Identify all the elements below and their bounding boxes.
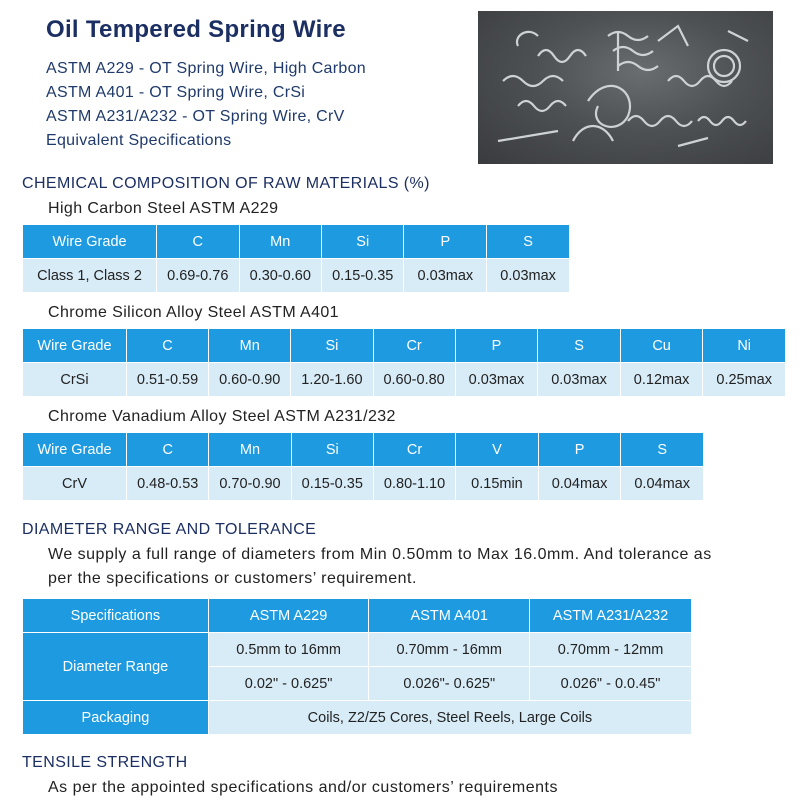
table-cell: 0.03max bbox=[455, 363, 538, 397]
header-cell: Ni bbox=[703, 329, 786, 363]
high-carbon-table bbox=[22, 224, 570, 293]
table-cell: CrSi bbox=[23, 363, 127, 397]
table-cell: Class 1, Class 2 bbox=[23, 259, 157, 293]
header-cell: P bbox=[538, 433, 621, 467]
table-cell: 0.026" - 0.0.45" bbox=[530, 667, 692, 701]
table-cell: 0.30-0.60 bbox=[239, 259, 321, 293]
table-cell: 0.15min bbox=[456, 467, 539, 501]
table-cell: 0.80-1.10 bbox=[373, 467, 455, 501]
table2-title: Chrome Silicon Alloy Steel ASTM A401 bbox=[48, 304, 339, 321]
header-cell: V bbox=[456, 433, 539, 467]
spec-line-a231: ASTM A231/A232 - OT Spring Wire, CrV bbox=[46, 108, 345, 125]
diameter-table bbox=[22, 598, 692, 735]
tensile-heading: TENSILE STRENGTH bbox=[22, 754, 188, 771]
header-cell: Cu bbox=[620, 329, 703, 363]
table-cell: 0.70mm - 12mm bbox=[530, 633, 692, 667]
header-cell: C bbox=[127, 433, 209, 467]
table-cell: 0.12max bbox=[620, 363, 703, 397]
table-cell: 1.20-1.60 bbox=[291, 363, 373, 397]
header-cell: S bbox=[538, 329, 621, 363]
packaging-label: Packaging bbox=[23, 701, 209, 735]
header-cell: S bbox=[621, 433, 704, 467]
table-cell: 0.60-0.90 bbox=[209, 363, 291, 397]
table-cell: 0.03max bbox=[404, 259, 487, 293]
tensile-text: As per the appointed specifications and/or customers’ requirements bbox=[48, 779, 558, 796]
table-cell: 0.60-0.80 bbox=[373, 363, 455, 397]
header-cell: Specifications bbox=[23, 599, 209, 633]
header-cell: Mn bbox=[209, 329, 291, 363]
header-cell: P bbox=[455, 329, 538, 363]
table-cell: 0.69-0.76 bbox=[157, 259, 239, 293]
header-cell: Cr bbox=[373, 433, 455, 467]
header-cell: ASTM A401 bbox=[369, 599, 530, 633]
header-cell: Si bbox=[291, 433, 373, 467]
header-cell: Mn bbox=[209, 433, 291, 467]
header-cell: Mn bbox=[239, 225, 321, 259]
spring-products-photo bbox=[478, 11, 773, 164]
table-cell: 0.70mm - 16mm bbox=[369, 633, 530, 667]
table-cell: 0.02" - 0.625" bbox=[208, 667, 369, 701]
springs-illustration bbox=[478, 11, 773, 164]
header-cell: Wire Grade bbox=[23, 433, 127, 467]
header-cell: Si bbox=[291, 329, 373, 363]
page-title: Oil Tempered Spring Wire bbox=[46, 16, 346, 43]
header-cell: P bbox=[404, 225, 487, 259]
header-cell: Wire Grade bbox=[23, 329, 127, 363]
spec-line-a401: ASTM A401 - OT Spring Wire, CrSi bbox=[46, 84, 306, 101]
header-cell: Cr bbox=[373, 329, 455, 363]
header-cell: C bbox=[126, 329, 208, 363]
chem-composition-heading: CHEMICAL COMPOSITION OF RAW MATERIALS (%) bbox=[22, 175, 430, 192]
diameter-range-label: Diameter Range bbox=[23, 633, 209, 701]
table-cell: 0.15-0.35 bbox=[291, 467, 373, 501]
table-cell: 0.04max bbox=[621, 467, 704, 501]
table-cell: 0.48-0.53 bbox=[127, 467, 209, 501]
table-cell: CrV bbox=[23, 467, 127, 501]
table-cell: 0.25max bbox=[703, 363, 786, 397]
header-cell: C bbox=[157, 225, 239, 259]
spec-line-a229: ASTM A229 - OT Spring Wire, High Carbon bbox=[46, 60, 366, 77]
header-cell: ASTM A229 bbox=[208, 599, 369, 633]
header-cell: S bbox=[487, 225, 570, 259]
chrome-silicon-table bbox=[22, 328, 786, 397]
diameter-heading: DIAMETER RANGE AND TOLERANCE bbox=[22, 521, 317, 538]
diameter-paragraph-line1: We supply a full range of diameters from Min 0.50mm to Max 16.0mm. And tolerance as bbox=[48, 546, 712, 563]
table-cell: 0.70-0.90 bbox=[209, 467, 291, 501]
table-cell: 0.04max bbox=[538, 467, 621, 501]
packaging-value: Coils, Z2/Z5 Cores, Steel Reels, Large Coils bbox=[208, 701, 691, 735]
table-cell: 0.15-0.35 bbox=[322, 259, 404, 293]
table-cell: 0.026"- 0.625" bbox=[369, 667, 530, 701]
table1-title: High Carbon Steel ASTM A229 bbox=[48, 200, 279, 217]
diameter-paragraph-line2: per the specifications or customers’ requirement. bbox=[48, 570, 417, 587]
table3-title: Chrome Vanadium Alloy Steel ASTM A231/232 bbox=[48, 408, 396, 425]
header-cell: Si bbox=[322, 225, 404, 259]
table-cell: 0.51-0.59 bbox=[126, 363, 208, 397]
table-cell: 0.5mm to 16mm bbox=[208, 633, 369, 667]
header-cell: Wire Grade bbox=[23, 225, 157, 259]
table-cell: 0.03max bbox=[487, 259, 570, 293]
spec-line-equivalent: Equivalent Specifications bbox=[46, 132, 232, 149]
chrome-vanadium-table bbox=[22, 432, 704, 501]
table-cell: 0.03max bbox=[538, 363, 621, 397]
header-cell: ASTM A231/A232 bbox=[530, 599, 692, 633]
